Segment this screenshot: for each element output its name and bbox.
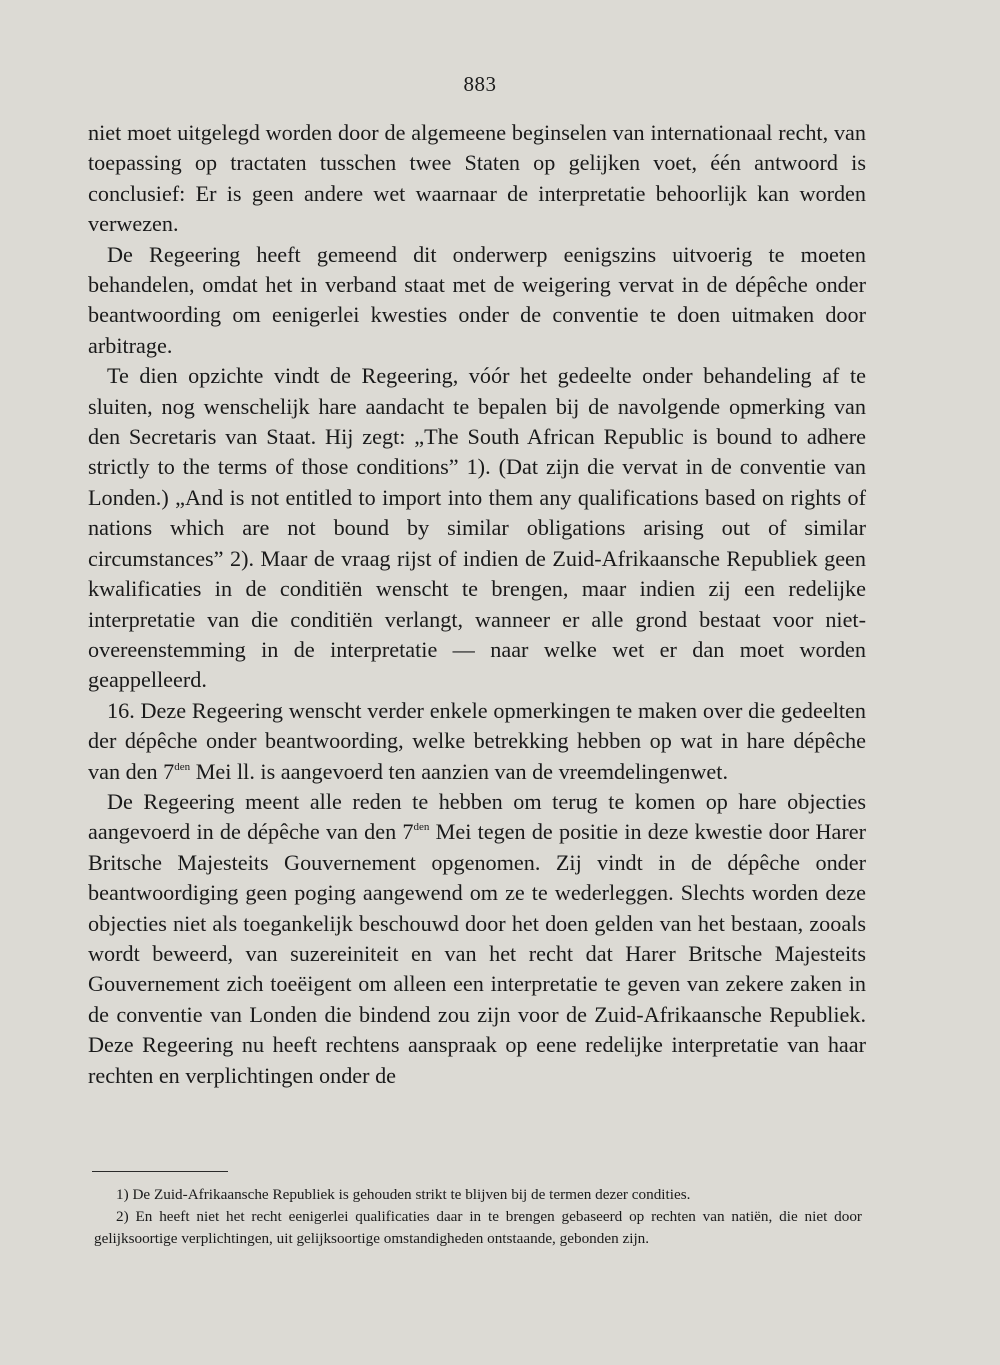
footnote-1: 1) De Zuid-Afrikaansche Republiek is gehouden strikt te blijven bij de termen dezer condities. (116, 1186, 691, 1203)
paragraph-objecties (88, 787, 866, 1091)
paragraph-opmerking-secretaris: Te dien opzichte vindt de Regeering, vóór het gedeelte onder behandeling af te sluiten, nog wenschelijk hare aandacht te bepalen bij de navolgende opmerking van den Secretaris van Staat. Hij zegt: „The South African Republic is bound to adhere strictly to the terms of those conditions” 1). (Dat zijn die vervat in de conventie van Londen.) „And is not entitled to import into them any qualifications based on rights of nations which are not bound by similar obligations arising out of similar circumstances” 2). Maar de vraag rijst of indien de Zuid-Afrikaansche Republiek geen kwalificaties in de conditiën wenscht te brengen, maar indien zij een redelijke interpretatie van die conditiën verlangt, wanneer er alle grond bestaat voor niet-overeenstemming in de interpretatie — naar welke wet er dan moet worden geappelleerd. (88, 363, 866, 693)
footnote-divider (92, 1171, 228, 1172)
page-number: 883 (463, 72, 497, 96)
body-text (88, 118, 866, 1091)
paragraph-16-text: 16. Deze Regeering wenscht verder enkele opmerkingen te maken over die gedeelten der dépêche onder beantwoording, welke betrekking hebben op wat in hare dépêche van den 7 (88, 697, 866, 784)
footnote-2: 2) En heeft niet het recht eenigerlei qualificaties daar in te brengen gebaseerd op rechten van natiën, die niet door gelijksoortige verplichtingen, uit gelijksoortige omstandigheden ontstaande, gebonden zijn. (94, 1208, 862, 1247)
paragraph-objecties-text: De Regeering meent alle reden te hebben om terug te komen op hare objecties aangevoerd in de dépêche van den 7 (88, 788, 866, 845)
paragraph-16 (88, 696, 866, 787)
footnotes (94, 1184, 862, 1250)
superscript-den: den (413, 821, 430, 834)
paragraph-16-text-end: Mei ll. is aangevoerd ten aanzien van de vreemdelingenwet. (190, 758, 728, 784)
superscript-den: den (174, 760, 191, 773)
paragraph-continuation: niet moet uitgelegd worden door de algemeene beginselen van internationaal recht, van toepassing op tractaten tusschen twee Staten op gelijken voet, één antwoord is conclusief: Er is geen andere wet waarnaar de interpretatie behoorlijk kan worden verwezen. (88, 120, 866, 237)
paragraph-objecties-text-end: Mei tegen de positie in deze kwestie door Harer Britsche Majesteits Gouvernement opgenomen. Zij vindt in de dépêche onder beantwoordiging geen poging aangewend om ze te wederleggen. Slechts worden deze objecties niet als toegankelijk beschouwd door het doen gelden van het bestaan, zooals wordt beweerd, van suzereiniteit en van het recht dat Harer Britsche Majesteits Gouvernement zich toeëigent om alleen een interpretatie te geven van zekere zaken in de conventie van Londen die bindend zou zijn voor de Zuid-Afrikaansche Republiek. Deze Regeering nu heeft rechtens aanspraak op eene redelijke interpretatie van haar rechten en verplichtingen onder de (88, 819, 866, 1088)
paragraph-regeering-onderwerp: De Regeering heeft gemeend dit onderwerp eenigszins uitvoerig te moeten behandelen, omdat het in verband staat met de weigering vervat in de dépêche onder beantwoording om eenigerlei kwesties onder de conventie te doen uitmaken door arbitrage. (88, 241, 866, 358)
